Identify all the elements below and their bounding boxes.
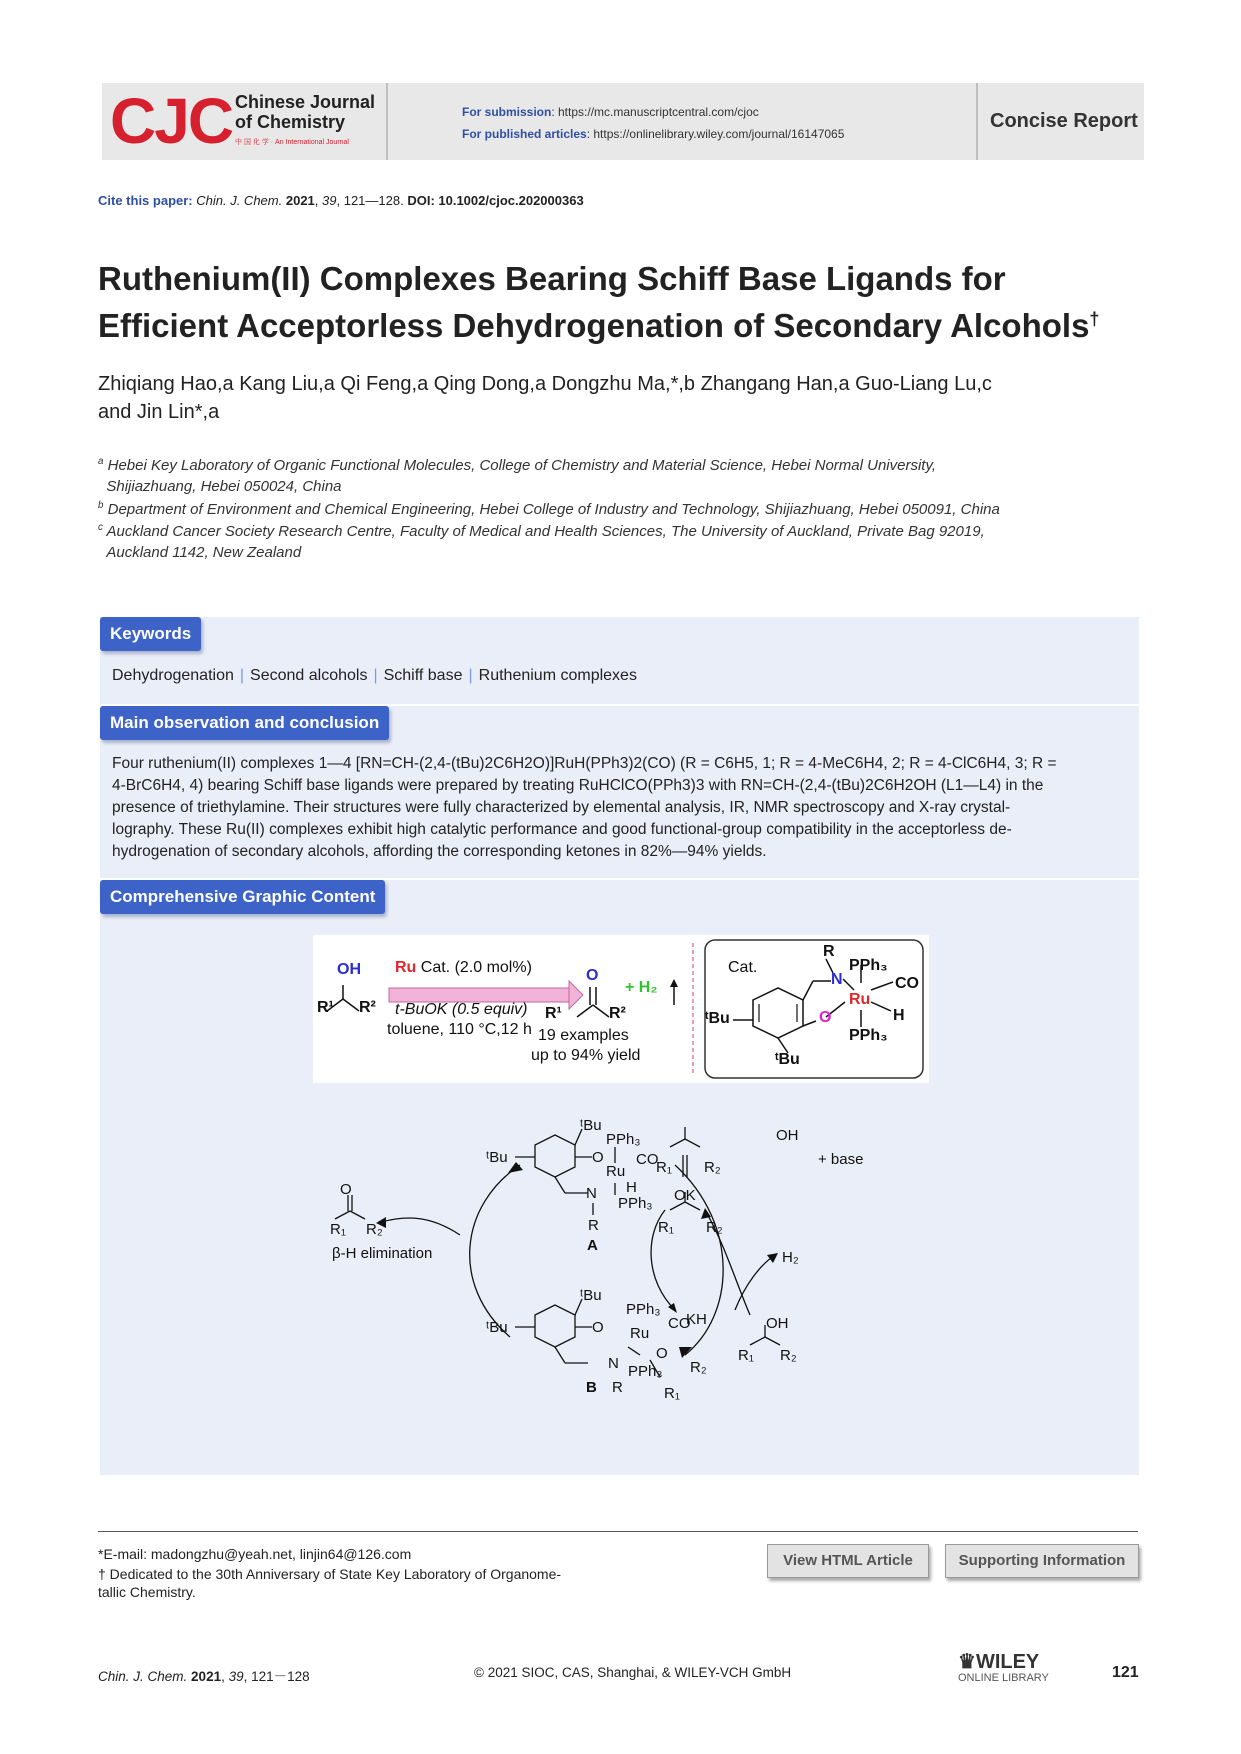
journal-name — [235, 92, 375, 132]
cycle-tbu-a-top: ᵗBu — [580, 1117, 602, 1134]
cat-o-label: O — [819, 1009, 832, 1026]
journal-subtitle: 中 国 化 学 · An International Journal — [235, 139, 349, 146]
footnote-divider — [98, 1531, 1138, 1532]
cycle-r-b: R — [612, 1379, 623, 1396]
citation: Cite this paper: Chin. J. Chem. 2021, 39, 121—128. DOI: 10.1002/cjoc.202000363 — [98, 193, 584, 208]
keywords-box — [100, 617, 1139, 704]
email-footnote: *E-mail: madongzhu@yeah.net, linjin64@126.com — [98, 1546, 412, 1562]
wiley-icon: ♛ — [958, 1651, 976, 1673]
cycle-n-a: N — [586, 1185, 597, 1202]
cat-h-label: H — [893, 1007, 905, 1024]
submission-link[interactable]: For submission: https://mc.manuscriptcentral.com/cjoc — [462, 105, 759, 119]
cycle-tbu-b-left: ᵗBu — [486, 1319, 508, 1336]
cycle-alkoxide-r1: R₁ — [658, 1219, 674, 1236]
graphic-content-heading: Comprehensive Graphic Content — [100, 880, 385, 914]
cat-pph3-bottom: PPh₃ — [849, 1027, 888, 1044]
keywords-heading: Keywords — [100, 617, 201, 651]
cycle-alcohol-oh: OH — [776, 1127, 799, 1144]
journal-name-line1: Chinese Journal — [235, 92, 376, 112]
cycle-ru-b: Ru — [630, 1325, 650, 1342]
supporting-information-button[interactable]: Supporting Information — [945, 1544, 1139, 1578]
cycle-n-b: N — [608, 1355, 619, 1372]
cycle-product-oh: OH — [766, 1315, 789, 1332]
cycle-ketone-o: O — [340, 1181, 352, 1198]
paper-title: Ruthenium(II) Complexes Bearing Schiff Base Ligands for Efficient Acceptorless Dehydrogenation of Secondary Alcohols† — [98, 260, 1100, 344]
catalyst-loading: Ru Cat. (2.0 mol%) — [395, 959, 532, 976]
complex-b-label: B — [586, 1379, 597, 1396]
r2-label: R² — [359, 999, 376, 1016]
cycle-pph3-b-top: PPh₃ — [626, 1301, 661, 1318]
beta-h-elimination-label: β-H elimination — [332, 1245, 433, 1262]
r1-label: R¹ — [317, 999, 334, 1016]
cycle-h2-label: H₂ — [782, 1249, 799, 1266]
reaction-scheme — [313, 935, 929, 1083]
keyword-item[interactable]: Dehydrogenation — [112, 667, 234, 684]
complex-a-label: A — [587, 1237, 598, 1254]
dedication-footnote: † Dedicated to the 30th Anniversary of State Key Laboratory of Organome- tallic Chemistry. — [98, 1566, 562, 1600]
cycle-base-label: + base — [818, 1151, 864, 1168]
published-articles-link[interactable]: For published articles: https://onlinelibrary.wiley.com/journal/16147065 — [462, 127, 845, 141]
cycle-co-a: CO — [636, 1151, 659, 1168]
cycle-tbu-b-top: ᵗBu — [580, 1287, 602, 1304]
keyword-item[interactable]: Second alcohols — [250, 667, 368, 684]
abstract-text: Four ruthenium(II) complexes 1—4 [RN=CH-(2,4-(tBu)2C6H2O)]RuH(PPh3)2(CO) (R = C6H5, 1; R = 4-MeC6H4, 2; R = 4-ClC6H4, 3; R = 4-BrC6H4, 4) bearing Schiff base ligands were prepared by treating RuHClCO(PPh3)3 with RN=CH-(2,4-(tBu)2C6H2OH (L1—L4) in the presence of triethylamine. Their structures were fully characterized by elemental analysis, IR, NMR spectroscopy and X-ray crystal- lography. These Ru(II) complexes exhibit high catalytic performance and good functional-group compatibility in the acceptorless de- hydrogenation of secondary alcohols, affording the corresponding ketones in 82%—94% yields. — [112, 755, 1057, 860]
cycle-alcohol-r1: R₁ — [656, 1159, 672, 1176]
cycle-product-r2: R₂ — [780, 1347, 797, 1364]
cat-r-label: R — [823, 943, 835, 960]
affiliation-c: $^c$ Auckland Cancer Society Research Centre, Faculty of Medical and Health Sciences, The University of Auckland, Private Bag 92019, Auckland 1142, New Zealand — [98, 522, 985, 561]
cycle-pph3-a-bottom: PPh₃ — [618, 1195, 653, 1212]
cycle-pph3-b-bottom: PPh₃ — [628, 1363, 663, 1380]
cycle-ru-a: Ru — [606, 1163, 626, 1180]
cycle-h-a: H — [626, 1179, 637, 1196]
affiliation-b: $^b$ Department of Environment and Chemical Engineering, Hebei College of Industry and Technology, Shijiazhuang, Hebei 050091, China — [98, 500, 1000, 518]
catalytic-cycle — [330, 1115, 930, 1465]
main-observation-heading: Main observation and conclusion — [100, 706, 389, 740]
oh-label: OH — [337, 961, 361, 978]
journal-name-line2: of Chemistry — [235, 112, 346, 132]
cycle-product-r1: R₁ — [738, 1347, 754, 1364]
wiley-online-library: ONLINE LIBRARY — [958, 1672, 1049, 1684]
max-yield: up to 94% yield — [531, 1047, 641, 1064]
ketone-o-label: O — [586, 967, 599, 984]
ketone-r2-label: R² — [609, 1005, 626, 1022]
cycle-pph3-a-top: PPh₃ — [606, 1131, 641, 1148]
cycle-kh-label: KH — [686, 1311, 707, 1328]
affiliation-a: $^a$ Hebei Key Laboratory of Organic Functional Molecules, College of Chemistry and Material Science, Hebei Normal University, Shijiazhuang, Hebei 050024, China — [98, 456, 937, 495]
cycle-tbu-a-left: ᵗBu — [486, 1149, 508, 1166]
author-list: Zhiqiang Hao,a Kang Liu,a Qi Feng,a Qing Dong,a Dongzhu Ma,*,b Zhangang Han,a Guo-Liang Lu,c and Jin Lin*,a — [98, 373, 992, 423]
cycle-alkoxide-r2: R₂ — [706, 1219, 723, 1236]
cat-n-label: N — [831, 971, 843, 988]
cat-tbu-left: ᵗBu — [705, 1010, 730, 1027]
journal-logo: CJC — [110, 85, 233, 157]
solvent-condition: toluene, 110 °C,12 h — [387, 1021, 532, 1038]
cycle-co-b: CO — [668, 1315, 691, 1332]
catalyst-label: Cat. — [728, 959, 758, 976]
cycle-alcohol-r2: R₂ — [704, 1159, 721, 1176]
cat-ru-label: Ru — [849, 991, 871, 1008]
view-html-article-button[interactable]: View HTML Article — [767, 1544, 929, 1578]
cycle-ok-label: OK — [674, 1187, 696, 1204]
cat-tbu-bottom: ᵗBu — [775, 1051, 800, 1068]
keyword-item[interactable]: Schiff base — [383, 667, 463, 684]
header-divider — [976, 83, 978, 160]
header-divider — [386, 83, 388, 160]
page-number: 121 — [1112, 1664, 1139, 1681]
keyword-item[interactable]: Ruthenium complexes — [478, 667, 637, 684]
wiley-logo: ♛WILEY — [958, 1651, 1040, 1673]
doi-link[interactable]: DOI: 10.1002/cjoc.202000363 — [407, 193, 584, 208]
cycle-o-a: O — [592, 1149, 604, 1166]
footer-citation: Chin. J. Chem. 2021, 39, 121－128 — [98, 1669, 310, 1684]
cycle-r2-b: R₂ — [690, 1359, 707, 1376]
cycle-o-b2: O — [656, 1345, 668, 1362]
cycle-o-b: O — [592, 1319, 604, 1336]
footer-copyright: © 2021 SIOC, CAS, Shanghai, & WILEY-VCH GmbH — [474, 1665, 792, 1680]
cycle-r1-b: R₁ — [664, 1385, 680, 1402]
ketone-r1-label: R¹ — [545, 1005, 562, 1022]
cycle-ketone-r1: R₁ — [330, 1221, 346, 1238]
cat-pph3-top: PPh₃ — [849, 957, 888, 974]
article-type: Concise Report — [990, 110, 1138, 132]
keywords-list: Dehydrogenation | Second alcohols | Schiff base | Ruthenium complexes — [112, 667, 637, 684]
cat-co-label: CO — [895, 975, 919, 992]
examples-count: 19 examples — [538, 1027, 629, 1044]
h2-product-label: + H₂ — [625, 979, 658, 996]
base-condition: t-BuOK (0.5 equiv) — [395, 1001, 528, 1018]
cycle-r-a: R — [588, 1217, 599, 1234]
cycle-ketone-r2: R₂ — [366, 1221, 383, 1238]
